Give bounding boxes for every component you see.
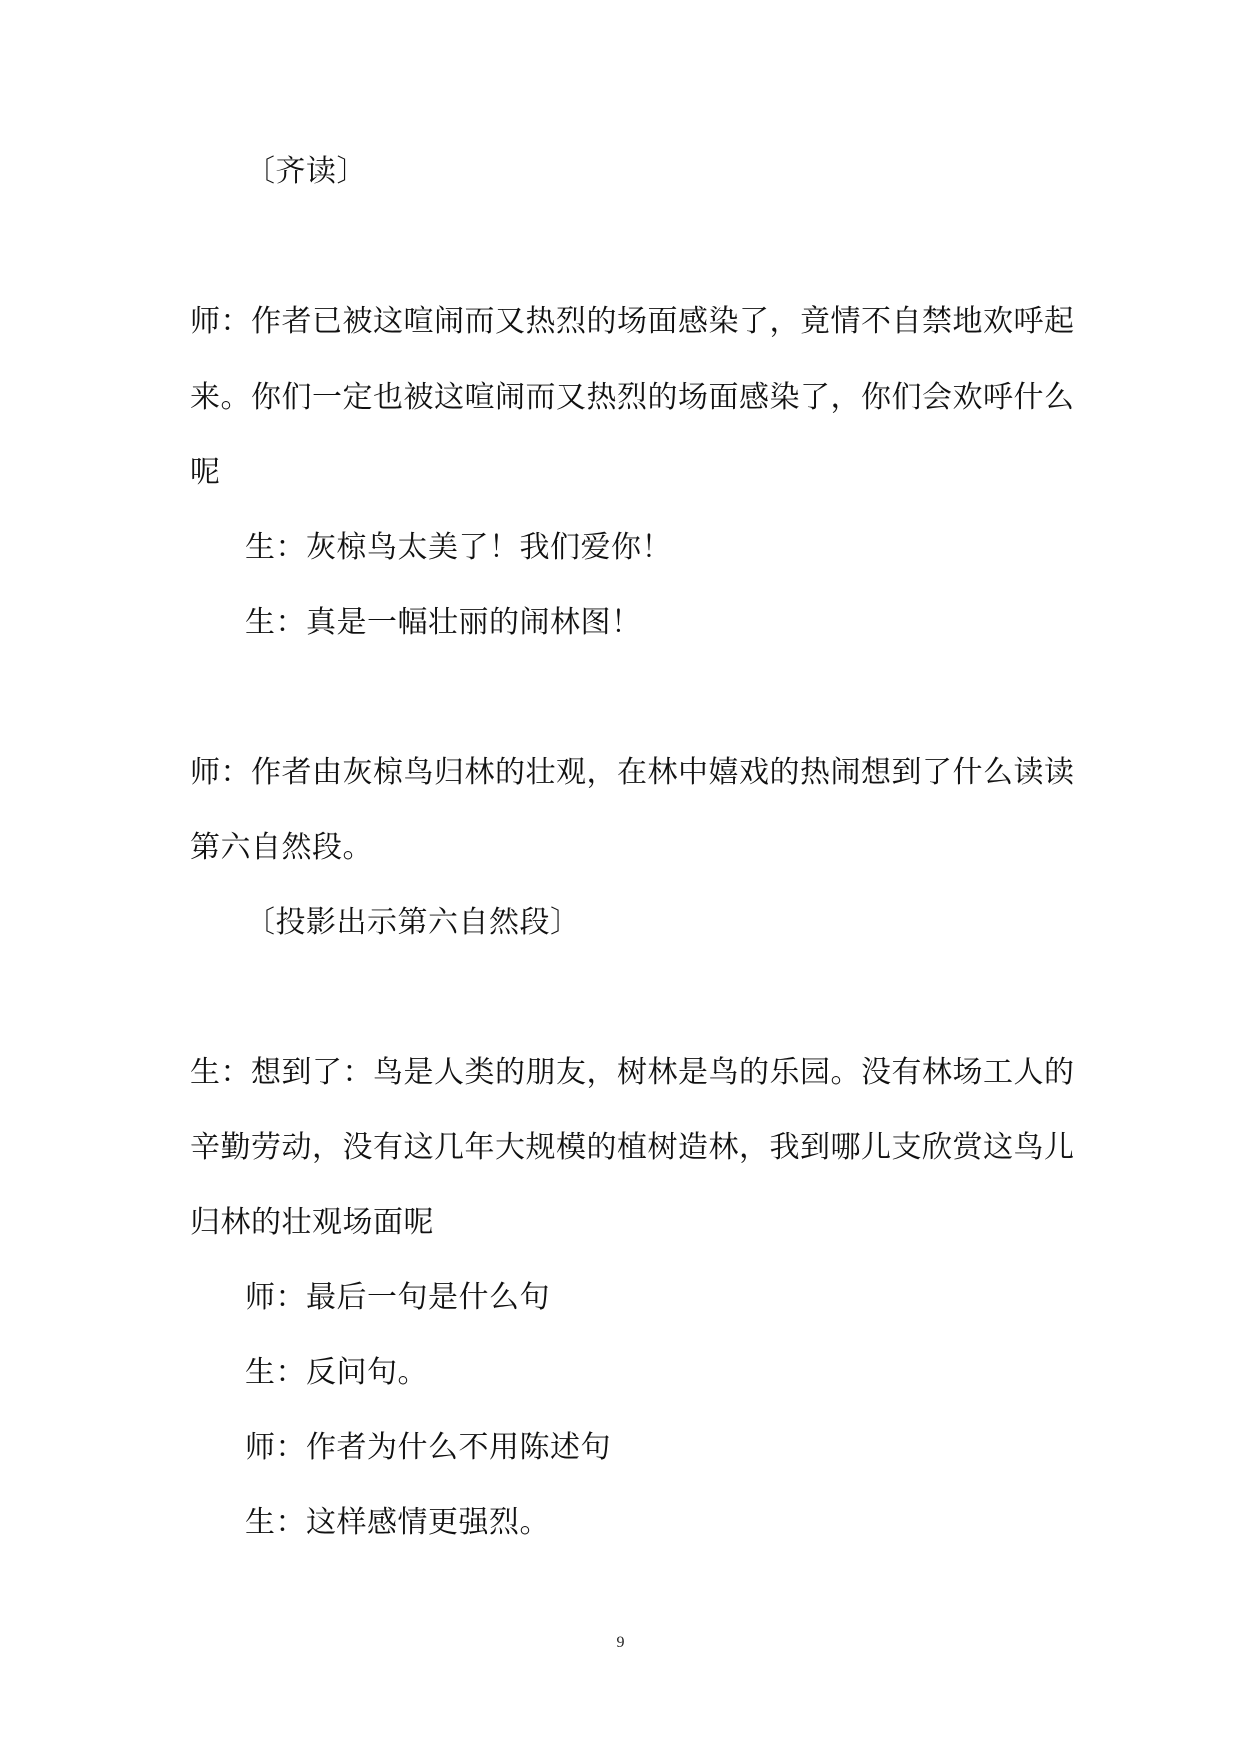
text-line: 归林的壮观场面呢 bbox=[190, 1205, 434, 1240]
text-line: 辛勤劳动，没有这几年大规模的植树造林，我到哪儿支欣赏这鸟儿 bbox=[190, 1130, 1075, 1165]
text-line: 呢 bbox=[190, 455, 221, 490]
text-line: 〔投影出示第六自然段〕 bbox=[245, 905, 581, 940]
text-line: 来。你们一定也被这喧闹而又热烈的场面感染了，你们会欢呼什么 bbox=[190, 380, 1075, 415]
text-line: 师：最后一句是什么句 bbox=[245, 1280, 550, 1315]
text-line: 生：反问句。 bbox=[245, 1355, 428, 1390]
text-line: 〔齐读〕 bbox=[245, 154, 367, 189]
text-line: 师：作者由灰椋鸟归林的壮观，在林中嬉戏的热闹想到了什么读读 bbox=[190, 755, 1075, 790]
text-line: 师：作者已被这喧闹而又热烈的场面感染了，竟情不自禁地欢呼起 bbox=[190, 304, 1075, 339]
text-line: 生：这样感情更强烈。 bbox=[245, 1505, 550, 1540]
text-line: 师：作者为什么不用陈述句 bbox=[245, 1430, 611, 1465]
text-line: 生：灰椋鸟太美了！我们爱你！ bbox=[245, 530, 672, 565]
text-line: 生：想到了：鸟是人类的朋友，树林是鸟的乐园。没有林场工人的 bbox=[190, 1055, 1075, 1090]
text-line: 第六自然段。 bbox=[190, 830, 373, 865]
page-number: 9 bbox=[616, 1634, 625, 1651]
text-line: 生：真是一幅壮丽的闹林图！ bbox=[245, 605, 642, 640]
